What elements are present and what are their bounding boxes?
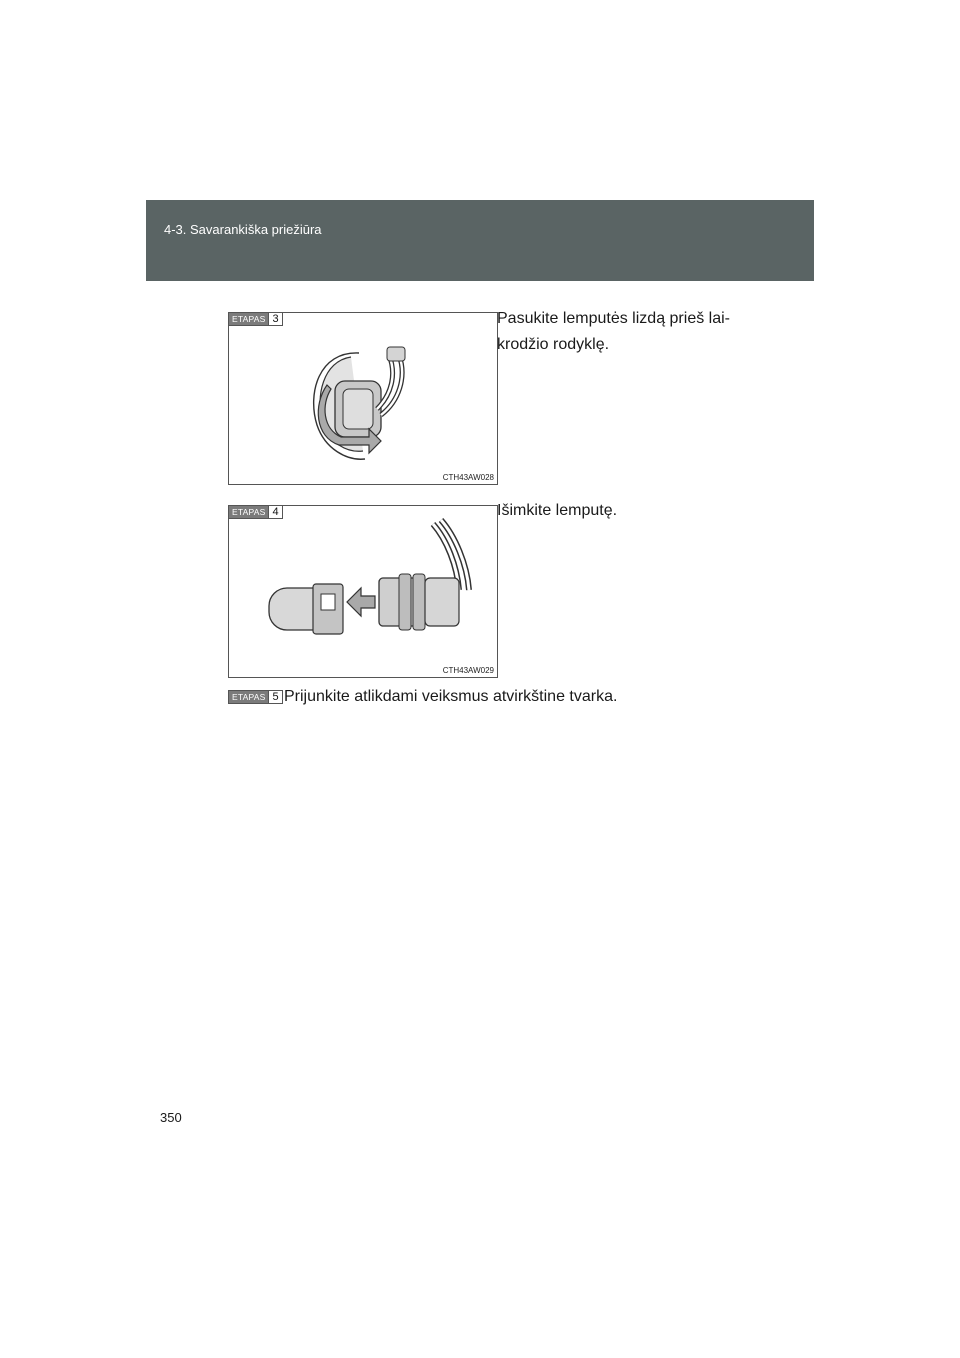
section-header [146,200,814,281]
bulb-removal-illustration [229,506,497,677]
bulb-socket-rotate-illustration [229,313,497,484]
step-badge-5: ETAPAS 5 [228,690,283,704]
page-number: 350 [160,1110,182,1125]
figure-step-3 [228,312,498,485]
figure-step-4 [228,505,498,678]
figure-code: CTH43AW028 [442,473,494,482]
section-title: 4-3. Savarankiška priežiūra [164,222,322,237]
step-5-instruction: Prijunkite atlikdami veiksmus atvirkštine tvarka. [284,688,618,705]
step-badge-4: ETAPAS 4 [228,505,283,519]
step-badge-3: ETAPAS 3 [228,312,283,326]
step-4-instruction: Išimkite lemputę. [497,502,618,519]
figure-code: CTH43AW029 [442,666,494,675]
step-3-instruction: Pasukite lemputės lizdą prieš lai- krodžio rodyklę. [497,310,730,353]
